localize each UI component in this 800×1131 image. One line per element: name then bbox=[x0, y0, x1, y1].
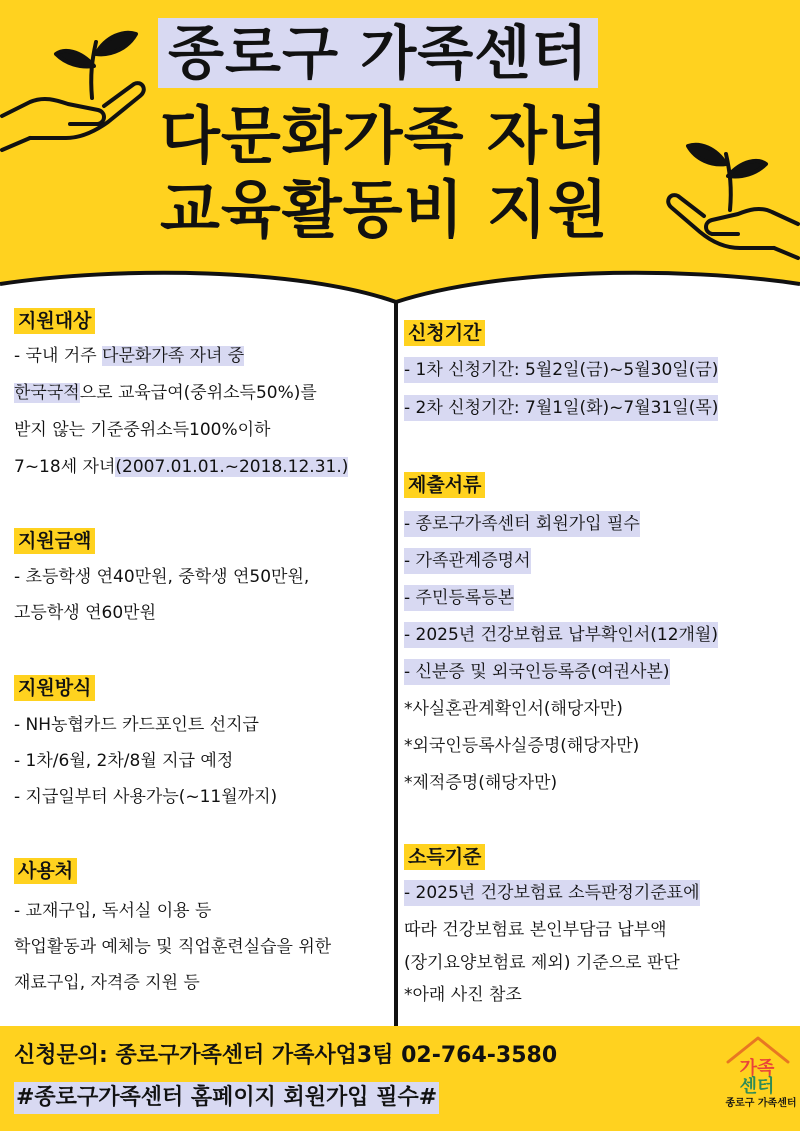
logo-text-line2: 센터 bbox=[739, 1076, 775, 1097]
title-line-3: 교육활동비 지원 bbox=[160, 173, 609, 246]
docs-line-1: - 종로구가족센터 회원가입 필수 bbox=[404, 511, 640, 537]
hand-with-sprout-icon bbox=[0, 20, 160, 160]
target-line-4: 7~18세 자녀(2007.01.01.~2018.12.31.) bbox=[14, 457, 349, 477]
usage-line-1: - 교재구입, 독서실 이용 등 bbox=[14, 901, 212, 921]
signup-notice: #종로구가족센터 홈페이지 회원가입 필수# bbox=[14, 1082, 439, 1114]
method-line-3: - 지급일부터 사용가능(~11월까지) bbox=[14, 787, 278, 807]
amount-line-1: - 초등학생 연40만원, 중학생 연50만원, bbox=[14, 567, 310, 587]
logo-caption: 종로구 가족센터 bbox=[725, 1098, 797, 1109]
hand-with-sprout-icon bbox=[660, 126, 800, 266]
target-line-2: 한국국적으로 교육급여(중위소득50%)를 bbox=[14, 383, 317, 403]
header bbox=[0, 0, 800, 272]
section-title-target: 지원대상 bbox=[14, 308, 95, 334]
section-title-amount: 지원금액 bbox=[14, 528, 95, 554]
section-title-period: 신청기간 bbox=[404, 320, 485, 346]
income-line-2: 따라 건강보험료 본인부담금 납부액 bbox=[404, 920, 667, 940]
docs-line-8: *제적증명(해당자만) bbox=[404, 773, 558, 793]
usage-line-3: 재료구입, 자격증 지원 등 bbox=[14, 973, 200, 993]
section-title-method: 지원방식 bbox=[14, 675, 95, 701]
docs-line-3: - 주민등록등본 bbox=[404, 585, 514, 611]
income-line-3: (장기요양보험료 제외) 기준으로 판단 bbox=[404, 953, 680, 973]
section-title-usage: 사용처 bbox=[14, 858, 77, 884]
income-line-4: *아래 사진 참조 bbox=[404, 985, 522, 1005]
period-line-1: - 1차 신청기간: 5월2일(금)~5월30일(금) bbox=[404, 357, 718, 383]
family-center-logo-icon bbox=[720, 1032, 794, 1128]
section-title-docs: 제출서류 bbox=[404, 472, 485, 498]
title-line-2: 다문화가족 자녀 bbox=[160, 99, 609, 172]
docs-line-6: *사실혼관계확인서(해당자만) bbox=[404, 699, 623, 719]
target-line-3: 받지 않는 기준중위소득100%이하 bbox=[14, 420, 271, 440]
docs-line-2: - 가족관계증명서 bbox=[404, 548, 531, 574]
title-line-1: 종로구 가족센터 bbox=[158, 18, 598, 88]
main-content bbox=[0, 258, 800, 1026]
method-line-1: - NH농협카드 카드포인트 선지급 bbox=[14, 715, 259, 735]
footer bbox=[0, 1026, 800, 1131]
docs-line-7: *외국인등록사실증명(해당자만) bbox=[404, 736, 640, 756]
inquiry-contact: 신청문의: 종로구가족센터 가족사업3팀 02-764-3580 bbox=[14, 1043, 558, 1068]
logo-text-line1: 가족 bbox=[739, 1058, 775, 1079]
period-line-2: - 2차 신청기간: 7월1일(화)~7월31일(목) bbox=[404, 395, 718, 421]
target-line-1: - 국내 거주 다문화가족 자녀 중 bbox=[14, 346, 245, 366]
docs-line-4: - 2025년 건강보험료 납부확인서(12개월) bbox=[404, 622, 718, 648]
usage-line-2: 학업활동과 예체능 및 직업훈련실습을 위한 bbox=[14, 937, 332, 957]
method-line-2: - 1차/6월, 2차/8월 지급 예정 bbox=[14, 751, 234, 771]
docs-line-5: - 신분증 및 외국인등록증(여권사본) bbox=[404, 659, 670, 685]
amount-line-2: 고등학생 연60만원 bbox=[14, 603, 156, 623]
section-title-income: 소득기준 bbox=[404, 844, 485, 870]
income-line-1: - 2025년 건강보험료 소득판정기준표에 bbox=[404, 880, 700, 906]
